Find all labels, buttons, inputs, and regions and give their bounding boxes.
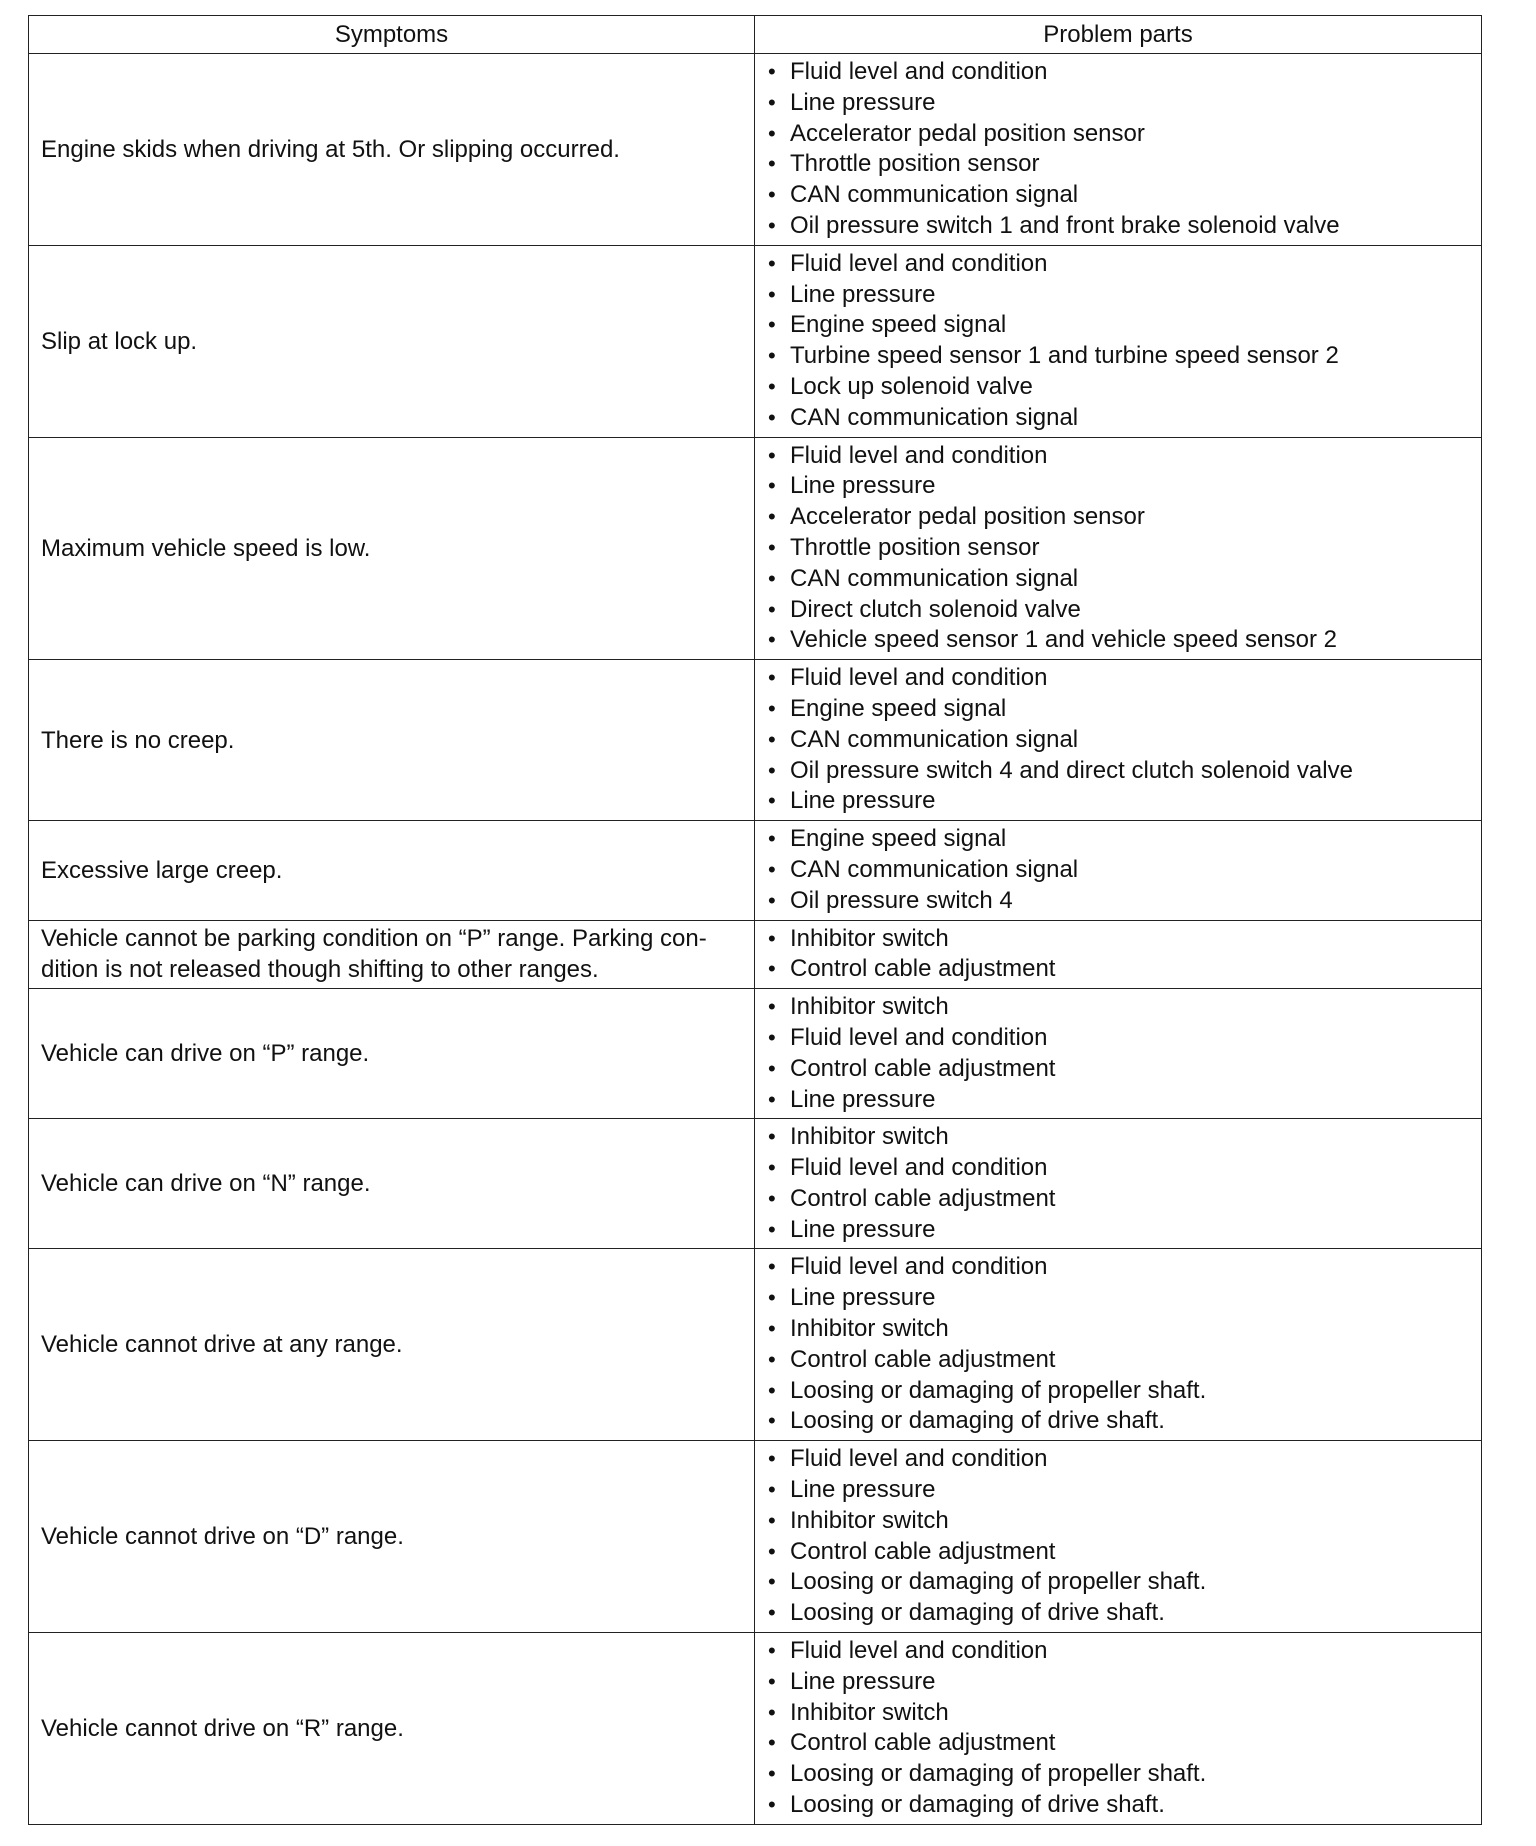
problem-part-text: Loosing or damaging of propeller shaft. (790, 1376, 1207, 1404)
table-row (29, 821, 1482, 920)
bullet-icon: • (768, 182, 776, 208)
bullet-icon: • (768, 1792, 776, 1818)
list-item (755, 341, 1471, 372)
symptom-cell: Excessive large creep. (29, 821, 755, 920)
problem-part-text: Fluid level and condition (790, 58, 1048, 85)
table-row (29, 1249, 1482, 1441)
problem-part-text: Line pressure (790, 1215, 936, 1243)
problem-part-text: Loosing or damaging of drive shaft. (790, 1791, 1165, 1819)
list-item (755, 280, 1471, 311)
problem-parts-list (755, 54, 1481, 245)
bullet-icon: • (768, 120, 776, 146)
problem-parts-list (755, 921, 1481, 989)
list-item (755, 625, 1471, 656)
list-item (755, 886, 1471, 917)
problem-part-text: Line pressure (790, 1476, 936, 1504)
problem-part-text: Engine speed signal (790, 825, 1007, 853)
list-item (755, 1790, 1471, 1821)
bullet-icon: • (768, 312, 776, 338)
problem-parts-list (755, 438, 1481, 660)
problem-part-text: Loosing or damaging of propeller shaft. (790, 1760, 1207, 1788)
symptom-cell: Vehicle cannot drive on “D” range. (29, 1441, 755, 1633)
bullet-icon: • (768, 1569, 776, 1595)
bullet-icon: • (768, 596, 776, 622)
problem-part-text: Control cable adjustment (790, 1184, 1056, 1212)
problem-part-text: Loosing or damaging of drive shaft. (790, 1599, 1165, 1627)
bullet-icon: • (768, 1216, 776, 1242)
problem-part-text: Control cable adjustment (790, 1537, 1056, 1565)
problem-parts-cell (755, 920, 1482, 989)
problem-part-text: CAN communication signal (790, 725, 1079, 753)
problem-parts-cell (755, 54, 1482, 246)
bullet-icon: • (768, 1185, 776, 1211)
symptom-cell: Vehicle cannot be parking condition on “P” range. Parking con-dition is not released though shifting to other ranges. (29, 920, 755, 989)
symptom-cell: There is no creep. (29, 660, 755, 821)
bullet-icon: • (768, 1507, 776, 1533)
problem-part-text: Engine speed signal (790, 694, 1007, 722)
list-item (755, 57, 1471, 88)
table-row (29, 1119, 1482, 1249)
problem-parts-cell (755, 660, 1482, 821)
list-item (755, 1376, 1471, 1407)
problem-parts-list (755, 1441, 1481, 1632)
list-item (755, 663, 1471, 694)
problem-part-text: Inhibitor switch (790, 1506, 949, 1534)
list-item (755, 149, 1471, 180)
bullet-icon: • (768, 1316, 776, 1342)
list-item (755, 924, 1471, 955)
problem-part-text: Fluid level and condition (790, 1023, 1048, 1051)
problem-part-text: Line pressure (790, 88, 936, 116)
problem-part-text: Lock up solenoid valve (790, 372, 1033, 400)
bullet-icon: • (768, 925, 776, 951)
bullet-icon: • (768, 1761, 776, 1787)
list-item (755, 1054, 1471, 1085)
bullet-icon: • (768, 788, 776, 814)
list-item (755, 855, 1471, 886)
problem-part-text: Fluid level and condition (790, 1253, 1048, 1281)
symptom-cell: Vehicle can drive on “N” range. (29, 1119, 755, 1249)
bullet-icon: • (768, 1124, 776, 1150)
problem-part-text: Engine speed signal (790, 311, 1007, 339)
problem-parts-cell (755, 1119, 1482, 1249)
symptom-cell: Slip at lock up. (29, 245, 755, 437)
problem-part-text: Oil pressure switch 4 (790, 886, 1013, 914)
problem-parts-list (755, 1633, 1481, 1824)
list-item (755, 1567, 1471, 1598)
problem-part-text: Inhibitor switch (790, 1315, 949, 1343)
problem-parts-cell (755, 245, 1482, 437)
list-item (755, 471, 1471, 502)
problem-part-text: CAN communication signal (790, 855, 1079, 883)
bullet-icon: • (768, 887, 776, 913)
bullet-icon: • (768, 504, 776, 530)
list-item (755, 1085, 1471, 1116)
problem-part-text: Control cable adjustment (790, 1054, 1056, 1082)
bullet-icon: • (768, 151, 776, 177)
problem-part-text: Control cable adjustment (790, 1729, 1056, 1757)
list-item (755, 564, 1471, 595)
list-item (755, 1023, 1471, 1054)
problem-parts-cell (755, 989, 1482, 1119)
problem-parts-list (755, 1119, 1481, 1248)
problem-part-text: Throttle position sensor (790, 150, 1040, 178)
bullet-icon: • (768, 1377, 776, 1403)
problem-part-text: Line pressure (790, 1667, 936, 1695)
table-header-row (29, 16, 1482, 54)
list-item (755, 1314, 1471, 1345)
problem-part-text: Fluid level and condition (790, 1445, 1048, 1473)
problem-part-text: Oil pressure switch 4 and direct clutch solenoid valve (790, 756, 1353, 784)
problem-part-text: Vehicle speed sensor 1 and vehicle speed sensor 2 (790, 626, 1338, 654)
problem-part-text: Oil pressure switch 1 and front brake solenoid valve (790, 211, 1340, 239)
problem-parts-list (755, 1249, 1481, 1440)
list-item (755, 1698, 1471, 1729)
problem-part-text: Throttle position sensor (790, 533, 1040, 561)
problem-parts-cell (755, 1441, 1482, 1633)
header-symptoms: Symptoms (29, 16, 755, 54)
symptom-cell: Engine skids when driving at 5th. Or slipping occurred. (29, 54, 755, 246)
problem-part-text: Control cable adjustment (790, 955, 1056, 983)
problem-part-text: Inhibitor switch (790, 1698, 949, 1726)
problem-part-text: Turbine speed sensor 1 and turbine speed sensor 2 (790, 342, 1339, 370)
bullet-icon: • (768, 1285, 776, 1311)
list-item (755, 249, 1471, 280)
bullet-icon: • (768, 212, 776, 238)
problem-part-text: Line pressure (790, 472, 936, 500)
bullet-icon: • (768, 1730, 776, 1756)
problem-parts-list (755, 989, 1481, 1118)
table-row (29, 1441, 1482, 1633)
list-item (755, 310, 1471, 341)
problem-part-text: Line pressure (790, 1284, 936, 1312)
list-item (755, 88, 1471, 119)
list-item (755, 725, 1471, 756)
bullet-icon: • (768, 627, 776, 653)
table-body (29, 54, 1482, 1825)
bullet-icon: • (768, 1055, 776, 1081)
bullet-icon: • (768, 994, 776, 1020)
bullet-icon: • (768, 250, 776, 276)
symptoms-table (28, 15, 1482, 1825)
bullet-icon: • (768, 473, 776, 499)
bullet-icon: • (768, 565, 776, 591)
list-item (755, 756, 1471, 787)
list-item (755, 403, 1471, 434)
bullet-icon: • (768, 1538, 776, 1564)
problem-part-text: Fluid level and condition (790, 249, 1048, 277)
problem-parts-list (755, 821, 1481, 919)
list-item (755, 1215, 1471, 1246)
list-item (755, 1345, 1471, 1376)
list-item (755, 211, 1471, 242)
problem-parts-list (755, 660, 1481, 820)
bullet-icon: • (768, 534, 776, 560)
list-item (755, 595, 1471, 626)
problem-part-text: Accelerator pedal position sensor (790, 119, 1145, 147)
list-item (755, 694, 1471, 725)
bullet-icon: • (768, 59, 776, 84)
problem-part-text: CAN communication signal (790, 564, 1079, 592)
bullet-icon: • (768, 956, 776, 982)
bullet-icon: • (768, 281, 776, 307)
problem-part-text: Line pressure (790, 1085, 936, 1113)
bullet-icon: • (768, 442, 776, 468)
problem-part-text: Inhibitor switch (790, 1123, 949, 1151)
list-item (755, 786, 1471, 817)
table-row (29, 245, 1482, 437)
list-item (755, 1475, 1471, 1506)
problem-part-text: Direct clutch solenoid valve (790, 595, 1081, 623)
bullet-icon: • (768, 757, 776, 783)
list-item (755, 1283, 1471, 1314)
problem-part-text: Line pressure (790, 787, 936, 815)
problem-parts-cell (755, 821, 1482, 920)
table-row (29, 437, 1482, 660)
bullet-icon: • (768, 1254, 776, 1280)
list-item (755, 824, 1471, 855)
problem-part-text: Control cable adjustment (790, 1345, 1056, 1373)
bullet-icon: • (768, 404, 776, 430)
bullet-icon: • (768, 1446, 776, 1472)
bullet-icon: • (768, 1699, 776, 1725)
list-item (755, 502, 1471, 533)
bullet-icon: • (768, 856, 776, 882)
list-item (755, 954, 1471, 985)
bullet-icon: • (768, 343, 776, 369)
bullet-icon: • (768, 1086, 776, 1112)
list-item (755, 1506, 1471, 1537)
list-item (755, 1153, 1471, 1184)
problem-parts-cell (755, 1249, 1482, 1441)
list-item (755, 1667, 1471, 1698)
list-item (755, 1759, 1471, 1790)
symptom-cell: Vehicle cannot drive at any range. (29, 1249, 755, 1441)
list-item (755, 1444, 1471, 1475)
list-item (755, 992, 1471, 1023)
problem-parts-cell (755, 1633, 1482, 1825)
bullet-icon: • (768, 1346, 776, 1372)
bullet-icon: • (768, 1408, 776, 1434)
table-row (29, 989, 1482, 1119)
list-item (755, 1728, 1471, 1759)
problem-parts-cell (755, 437, 1482, 660)
list-item (755, 1184, 1471, 1215)
symptom-cell: Vehicle can drive on “P” range. (29, 989, 755, 1119)
bullet-icon: • (768, 1477, 776, 1503)
list-item (755, 1636, 1471, 1667)
symptom-cell: Vehicle cannot drive on “R” range. (29, 1633, 755, 1825)
table-row (29, 1633, 1482, 1825)
bullet-icon: • (768, 1638, 776, 1664)
problem-part-text: Fluid level and condition (790, 1154, 1048, 1182)
header-problem-parts: Problem parts (755, 16, 1482, 54)
bullet-icon: • (768, 695, 776, 721)
list-item (755, 1537, 1471, 1568)
problem-part-text: CAN communication signal (790, 403, 1079, 431)
problem-part-text: Fluid level and condition (790, 664, 1048, 692)
list-item (755, 180, 1471, 211)
problem-part-text: Accelerator pedal position sensor (790, 503, 1145, 531)
problem-part-text: Inhibitor switch (790, 924, 949, 952)
symptom-cell: Maximum vehicle speed is low. (29, 437, 755, 660)
bullet-icon: • (768, 89, 776, 115)
list-item (755, 1598, 1471, 1629)
problem-part-text: CAN communication signal (790, 181, 1079, 209)
bullet-icon: • (768, 373, 776, 399)
list-item (755, 1122, 1471, 1153)
problem-part-text: Fluid level and condition (790, 1637, 1048, 1665)
table-row (29, 660, 1482, 821)
list-item (755, 372, 1471, 403)
table-row (29, 920, 1482, 989)
problem-part-text: Loosing or damaging of propeller shaft. (790, 1568, 1207, 1596)
bullet-icon: • (768, 1024, 776, 1050)
bullet-icon: • (768, 1600, 776, 1626)
bullet-icon: • (768, 826, 776, 852)
problem-part-text: Line pressure (790, 280, 936, 308)
problem-part-text: Inhibitor switch (790, 993, 949, 1021)
bullet-icon: • (768, 726, 776, 752)
bullet-icon: • (768, 665, 776, 691)
list-item (755, 441, 1471, 472)
problem-part-text: Loosing or damaging of drive shaft. (790, 1407, 1165, 1435)
bullet-icon: • (768, 1668, 776, 1694)
list-item (755, 1252, 1471, 1283)
list-item (755, 1406, 1471, 1437)
problem-parts-list (755, 246, 1481, 437)
table-row (29, 54, 1482, 246)
list-item (755, 533, 1471, 564)
problem-part-text: Fluid level and condition (790, 441, 1048, 469)
list-item (755, 119, 1471, 150)
bullet-icon: • (768, 1155, 776, 1181)
